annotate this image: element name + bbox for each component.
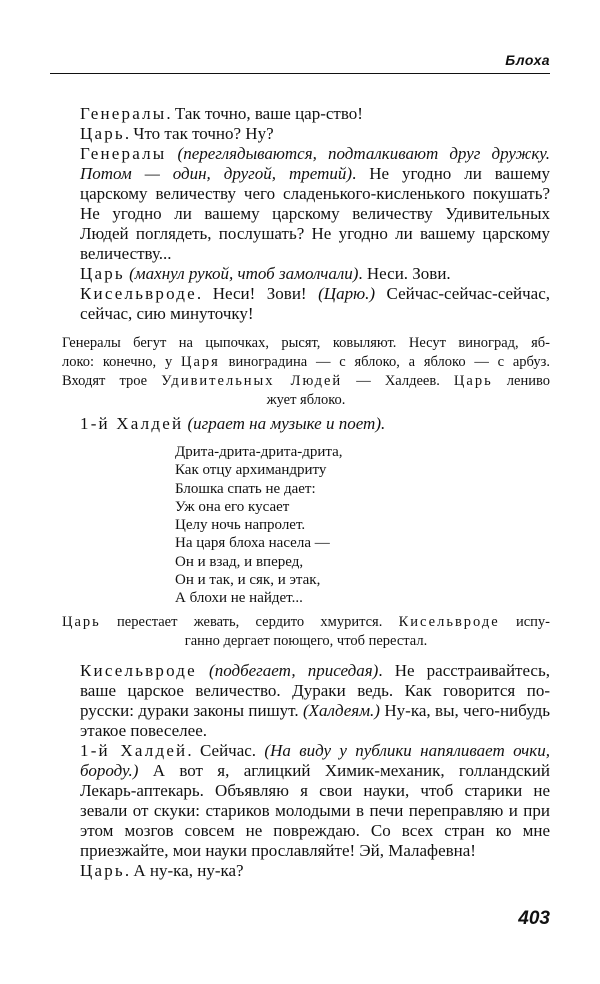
verse-line: А блохи не найдет... <box>175 590 303 607</box>
stage-line: ганно дергает поющего, чтоб перестал. <box>184 633 428 649</box>
dialogue-block-1 <box>80 104 550 324</box>
stage-line: Царь перестает жевать, сердито хмурится. Кисельвроде испу- <box>62 614 550 630</box>
speaker-name: Царь <box>80 264 125 283</box>
song-verse <box>175 443 505 608</box>
speaker-name: 1-й Халдей <box>80 741 188 760</box>
speech-text: А вот я, аглицкий Химик-механик, голландский Лекарь-аптекарь. Объявляю я свои науки, чтоб старики не зевали от скуки: стариков молодыми в печи переправляю и при этом мозгов совсем не повреждаю. Со всех стран ко мне приезжайте, мои науки прославляйте! Эй, Малафевна! <box>80 761 550 860</box>
dialogue-block-2 <box>80 661 550 881</box>
speech-text: Ну-ка, вы, чего-нибудь этакое повеселее. <box>80 701 550 740</box>
speech-paragraph <box>80 104 550 124</box>
speech-paragraph <box>80 124 550 144</box>
stage-line: Входят трое Удивительных Людей — Халдеев. Царь лениво <box>62 373 550 389</box>
running-head <box>50 52 550 76</box>
chaldean-intro <box>80 414 550 434</box>
speech-text: . Так точно, ваше цар-ство! <box>166 104 363 123</box>
speech-text: . Что так точно? Ну? <box>124 124 274 143</box>
stage-line: Генералы бегут на цыпочках, рысят, ковыляют. Несут виноград, яб- <box>62 335 550 351</box>
stage-direction: (подбегает, приседая) <box>196 661 379 680</box>
verse-line: Он и взад, и вперед, <box>175 553 304 570</box>
stage-direction-block-1 <box>62 334 550 410</box>
verse-line: Блошка спать не дает: <box>175 480 316 497</box>
speech-text: . Неси! Зови! <box>196 284 319 303</box>
stage-direction: (Царю.) <box>318 284 375 303</box>
verse-line: Как отцу архимандриту <box>175 462 327 479</box>
verse-line: Целу ночь напролет. <box>175 517 306 534</box>
speech-paragraph <box>80 284 550 324</box>
stage-direction: (На виду у публики напяливает очки, бороду.) <box>80 741 550 780</box>
speech-text: . Не угодно ли вашему царскому величеству чего сладенького-кисленького покушать? Не угодно ли вашему царскому величеству Удивительных Людей поглядеть, послушать? Не угодно ли вашему царскому величеству... <box>80 164 550 263</box>
stage-direction: (махнул рукой, чтоб замолчали) <box>124 264 359 283</box>
speaker-name: Кисельвроде <box>80 284 197 303</box>
speech-text: . Неси. Зови. <box>358 264 451 283</box>
speaker-name: Царь <box>80 861 125 880</box>
running-title: Блоха <box>505 52 550 68</box>
speech-text: . Не расстраивайтесь, ваше царское величество. Дураки ведь. Как говорится по-русски: дураки законы пишут. <box>80 661 550 720</box>
speaker-name: Генералы <box>80 104 167 123</box>
speech-paragraph <box>80 861 550 881</box>
speaker-name: 1-й Халдей <box>80 414 184 433</box>
speech-text: . Сейчас. <box>187 741 265 760</box>
speaker-name: Генералы <box>80 144 167 163</box>
speech-paragraph <box>80 741 550 861</box>
speech-paragraph <box>80 661 550 741</box>
speech-text: Сейчас-сейчас-сейчас, сейчас, сию минуточку! <box>80 284 550 323</box>
page-number: 403 <box>518 908 550 929</box>
verse-line: На царя блоха насела — <box>175 535 330 552</box>
stage-direction: (переглядываются, подталкивают друг дружку. Потом — один, другой, третий) <box>80 144 550 183</box>
verse-line: Он и так, и сяк, и этак, <box>175 572 321 589</box>
speech-paragraph <box>80 264 550 284</box>
header-rule <box>50 73 550 74</box>
speech-paragraph <box>80 144 550 264</box>
verse-line: Дрита-дрита-дрита-дрита, <box>175 444 343 460</box>
stage-line: жует яблоко. <box>266 392 346 408</box>
stage-direction-block-2 <box>62 613 550 651</box>
speaker-name: Кисельвроде <box>80 661 197 680</box>
stage-direction: (Халдеям.) <box>303 701 380 720</box>
speaker-name: Царь <box>80 124 125 143</box>
stage-line: локо: конечно, у Царя виноградина — с яблоко, а яблоко — с арбуз. <box>62 354 550 370</box>
stage-direction: (играет на музыке и поет). <box>183 414 386 433</box>
speech-text: . А ну-ка, ну-ка? <box>124 861 244 880</box>
verse-line: Уж она его кусает <box>175 498 290 515</box>
